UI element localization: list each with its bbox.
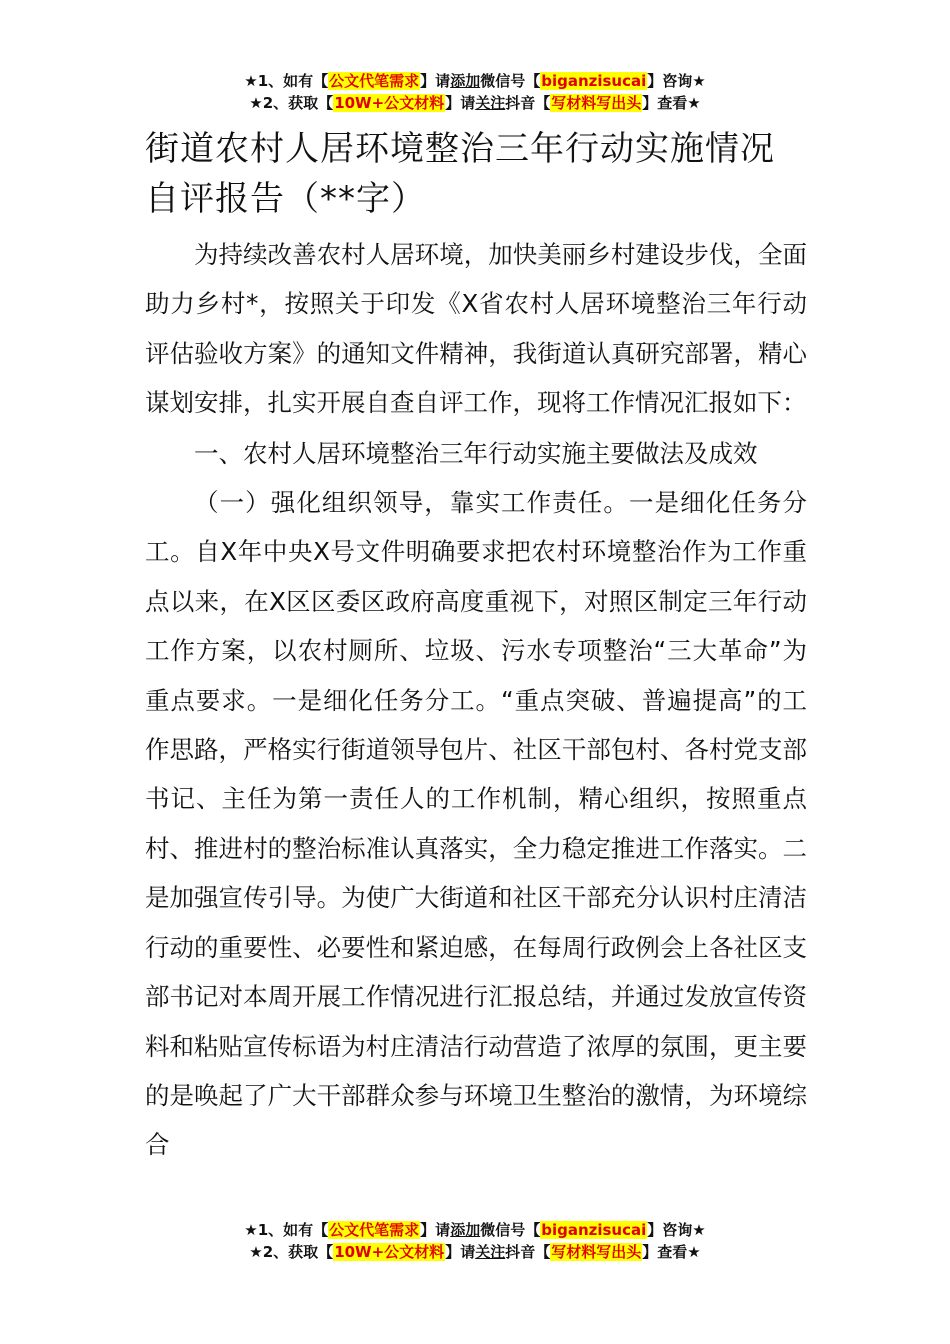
highlight-materials: 10W+公文材料 xyxy=(334,94,445,112)
banner-underline-text: 添加 xyxy=(450,72,481,90)
highlight-wechat-id: biganzisucai xyxy=(541,1221,647,1239)
banner-text: ★1、如有【 xyxy=(244,72,329,90)
banner-underline-text: 关注 xyxy=(475,1243,506,1261)
banner-text: 】查看★ xyxy=(642,1243,701,1261)
highlight-wechat-id: biganzisucai xyxy=(541,72,647,90)
highlight-service: 公文代笔需求 xyxy=(329,1221,420,1239)
banner-underline-text: 添加 xyxy=(450,1221,481,1239)
header-banner xyxy=(0,70,950,114)
banner-text: 】请 xyxy=(445,94,476,112)
document-body xyxy=(145,124,807,1170)
banner-text: 】请 xyxy=(420,72,451,90)
banner-text: ★2、获取【 xyxy=(249,94,334,112)
banner-line-1 xyxy=(0,1219,950,1241)
banner-text: ★2、获取【 xyxy=(249,1243,334,1261)
banner-text: 】咨询★ xyxy=(647,72,706,90)
banner-text: 微信号【 xyxy=(480,72,541,90)
banner-text: 】查看★ xyxy=(642,94,701,112)
banner-text: 微信号【 xyxy=(480,1221,541,1239)
body-paragraph: （一）强化组织领导，靠实工作责任。一是细化任务分工。自X年中央X号文件明确要求把农村环境整治作为工作重点以来，在X区区委区政府高度重视下，对照区制定三年行动工作方案，以农村厕所、垃圾、污水专项整治“三大革命”为重点要求。一是细化任务分工。“重点突破、普遍提高”的工作思路，严格实行街道领导包片、社区干部包村、各村党支部书记、主任为第一责任人的工作机制，精心组织，按照重点村、推进村的整治标准认真落实，全力稳定推进工作落实。二是加强宣传引导。为使广大街道和社区干部充分认识村庄清洁行动的重要性、必要性和紧迫感，在每周行政例会上各社区支部书记对本周开展工作情况进行汇报总结，并通过发放宣传资料和粘贴宣传标语为村庄清洁行动营造了浓厚的氛围，更主要的是唤起了广大干部群众参与环境卫生整治的激情，为环境综合 xyxy=(145,488,807,1160)
highlight-service: 公文代笔需求 xyxy=(329,72,420,90)
banner-text: 】请 xyxy=(445,1243,476,1261)
banner-underline-text: 关注 xyxy=(475,94,506,112)
highlight-douyin: 写材料写出头 xyxy=(551,94,642,112)
banner-line-1 xyxy=(0,70,950,92)
banner-text: 抖音【 xyxy=(505,1243,551,1261)
banner-line-2 xyxy=(0,92,950,114)
highlight-douyin: 写材料写出头 xyxy=(551,1243,642,1261)
banner-text: 】请 xyxy=(420,1221,451,1239)
banner-text: 抖音【 xyxy=(505,94,551,112)
section-heading: 一、农村人居环境整治三年行动实施主要做法及成效 xyxy=(194,438,758,468)
banner-text: ★1、如有【 xyxy=(244,1221,329,1239)
intro-paragraph: 为持续改善农村人居环境，加快美丽乡村建设步伐，全面助力乡村*，按照关于印发《X省农村人居环境整治三年行动评估验收方案》的通知文件精神，我街道认真研究部署，精心谋划安排，扎实开展自查自评工作，现将工作情况汇报如下： xyxy=(145,240,807,418)
banner-line-2 xyxy=(0,1241,950,1263)
footer-banner xyxy=(0,1219,950,1263)
banner-text: 】咨询★ xyxy=(647,1221,706,1239)
document-title: 街道农村人居环境整治三年行动实施情况自评报告（**字） xyxy=(145,129,775,219)
highlight-materials: 10W+公文材料 xyxy=(334,1243,445,1261)
